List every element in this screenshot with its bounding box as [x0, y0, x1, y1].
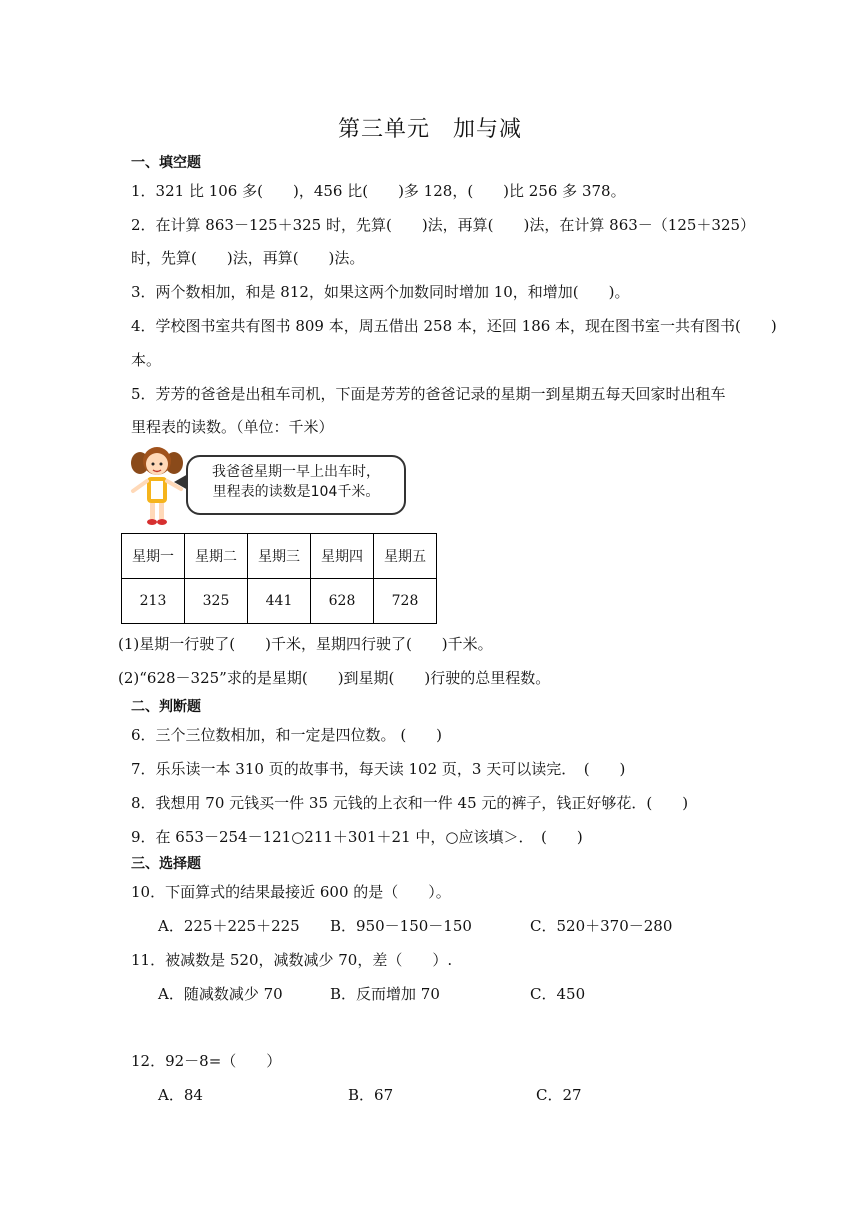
table-header-cell: 星期一	[122, 534, 185, 579]
question-12: 12．92－8=（ ）	[131, 1052, 282, 1070]
table-header-cell: 星期二	[185, 534, 248, 579]
table-row	[122, 579, 437, 624]
question-10-option-b: B．950－150－150	[330, 917, 472, 935]
question-2-line-2: 时，先算( )法，再算( )法。	[131, 249, 365, 267]
question-5-part-1: (1)星期一行驶了( )千米，星期四行驶了( )千米。	[118, 635, 493, 653]
table-cell: 628	[311, 579, 374, 624]
question-4-line-1: 4．学校图书室共有图书 809 本，周五借出 258 本，还回 186 本，现在图书室一共有图书( )	[131, 317, 777, 335]
question-10-option-a: A．225＋225＋225	[158, 917, 300, 935]
question-7: 7．乐乐读一本 310 页的故事书，每天读 102 页，3 天可以读完． ( )	[131, 760, 626, 778]
question-2-line-1: 2．在计算 863－125＋325 时，先算( )法，再算( )法，在计算 863－（125＋325）	[131, 216, 756, 234]
speech-bubble-line-2: 里程表的读数是104千米。	[212, 484, 380, 500]
question-12-option-a: A．84	[158, 1086, 203, 1104]
question-9: 9．在 653－254－121○211＋301＋21 中，○应该填＞． ( )	[131, 828, 583, 846]
question-11-option-a: A．随减数减少 70	[158, 985, 283, 1003]
question-12-option-b: B．67	[348, 1086, 394, 1104]
page-title: 第三单元 加与减	[337, 117, 522, 142]
question-10-option-c: C．520＋370－280	[530, 917, 673, 935]
question-5-line-1: 5．芳芳的爸爸是出租车司机，下面是芳芳的爸爸记录的星期一到星期五每天回家时出租车	[131, 385, 726, 403]
question-3: 3．两个数相加，和是 812，如果这两个加数同时增加 10，和增加( )。	[131, 283, 630, 301]
table-header-cell: 星期三	[248, 534, 311, 579]
speech-bubble-text	[196, 462, 396, 502]
table-header-row	[122, 534, 437, 579]
question-10: 10．下面算式的结果最接近 600 的是（ ）。	[131, 883, 451, 901]
question-1: 1．321 比 106 多( )，456 比( )多 128，( )比 256 多 378。	[131, 182, 626, 200]
question-4-line-2: 本。	[131, 351, 162, 369]
question-11-option-c: C．450	[530, 985, 586, 1003]
table-cell: 213	[122, 579, 185, 624]
question-11-option-b: B．反而增加 70	[330, 985, 440, 1003]
table-cell: 441	[248, 579, 311, 624]
question-8: 8．我想用 70 元钱买一件 35 元钱的上衣和一件 45 元的裤子，钱正好够花．( )	[131, 794, 689, 812]
section-fill-heading: 一、填空题	[131, 155, 201, 171]
odometer-table	[121, 533, 437, 624]
question-5-part-2: (2)“628－325”求的是星期( )到星期( )行驶的总里程数。	[118, 669, 551, 687]
question-5-line-2: 里程表的读数。（单位：千米）	[131, 418, 334, 436]
table-cell: 728	[374, 579, 437, 624]
section-judge-heading: 二、判断题	[131, 699, 201, 715]
question-6: 6．三个三位数相加，和一定是四位数。 ( )	[131, 726, 443, 744]
speech-bubble-line-1: 我爸爸星期一早上出车时，	[212, 464, 380, 480]
table-header-cell: 星期四	[311, 534, 374, 579]
question-11: 11．被减数是 520，减数减少 70，差（ ）.	[131, 951, 453, 969]
section-choice-heading: 三、选择题	[131, 856, 201, 872]
table-header-cell: 星期五	[374, 534, 437, 579]
table-cell: 325	[185, 579, 248, 624]
question-12-option-c: C．27	[536, 1086, 582, 1104]
